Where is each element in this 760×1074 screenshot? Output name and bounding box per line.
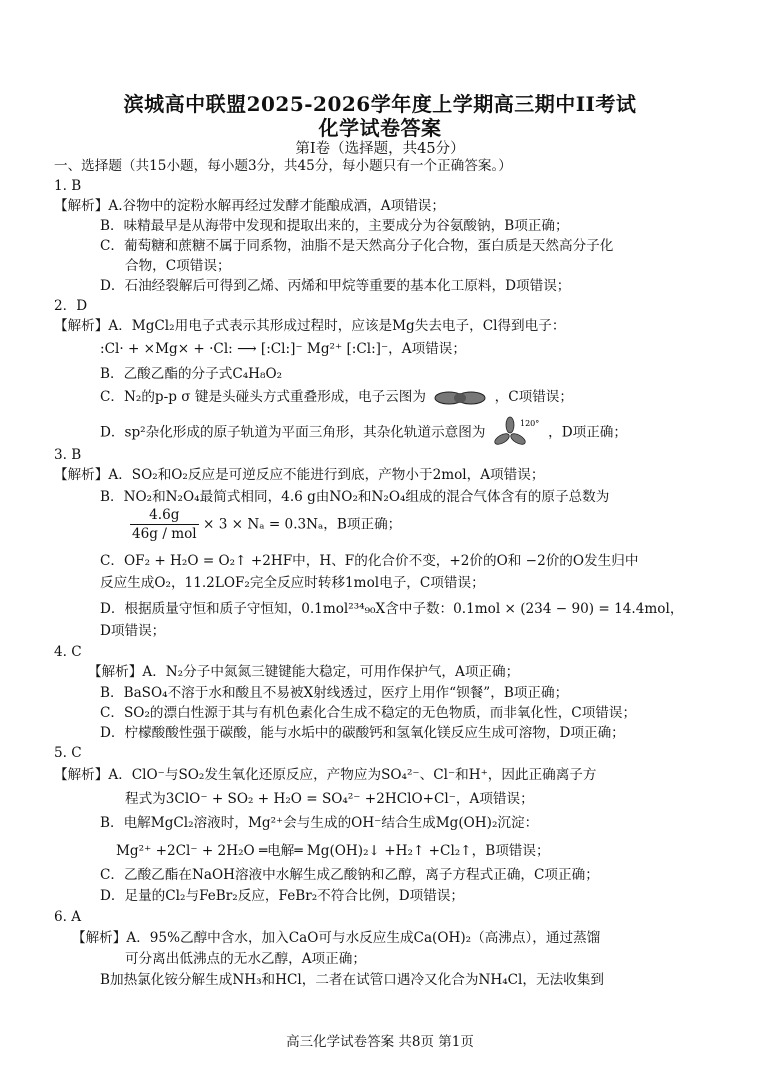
analysis-line (100, 416, 627, 450)
analysis-text: × 3 × Nₐ = 0.3Nₐ，B项正确； (202, 516, 402, 533)
page-footer: 高三化学试卷答案 共8页 第1页 (286, 1034, 474, 1050)
analysis-text: ，C项错误； (494, 389, 573, 405)
analysis-line: B．BaSO₄不溶于水和酸且不易被X射线透过，医疗上用作“钡餐”，B项正确； (100, 685, 569, 701)
analysis-line: 合物，C项错误； (125, 258, 231, 274)
analysis-line: D项错误； (100, 623, 166, 639)
fraction (130, 506, 199, 543)
fraction-denominator: 46g / mol (132, 526, 197, 542)
electron-formula-line: :Cl· + ×Mg× + ·Cl: ⟶ [:Cl:]⁻ Mg²⁺ [:Cl:]⁻，A项错误； (100, 341, 466, 357)
analysis-line: 【解析】A．ClO⁻与SO₂发生氧化还原反应，产物应为SO₄²⁻、Cl⁻和H⁺，因此正确离子方 (54, 767, 597, 783)
sp2-orbital-figure (492, 416, 542, 450)
angle-label: 120° (519, 419, 540, 428)
analysis-text: D．sp²杂化形成的原子轨道为平面三角形，其杂化轨道示意图为 (100, 424, 486, 441)
analysis-line: B．电解MgCl₂溶液时，Mg²⁺会与生成的OH⁻结合生成Mg(OH)₂沉淀： (100, 815, 539, 831)
analysis-line: C．葡萄糖和蔗糖不属于同系物，油脂不是天然高分子化合物，蛋白质是天然高分子化 (100, 238, 614, 254)
answer-1: 1. B (54, 178, 82, 194)
analysis-line: B．NO₂和N₂O₄最简式相同，4.6 g由NO₂和N₂O₄组成的混合气体含有的原子总数为 (100, 489, 610, 505)
analysis-line: B．味精最早是从海带中发现和提取出来的，主要成分为谷氨酸钠，B项正确； (100, 218, 569, 234)
analysis-text: C．N₂的p-p σ 键是头碰头方式重叠形成，电子云图为 (100, 389, 426, 405)
sigma-bond-cloud-figure (434, 390, 486, 406)
part-heading: 第Ⅰ卷（选择题，共45分） (295, 141, 465, 157)
section-heading: 一、选择题（共15小题，每小题3分，共45分，每小题只有一个正确答案。） (54, 158, 512, 174)
analysis-line: 【解析】A.谷物中的淀粉水解再经过发酵才能酿成酒，A项错误； (54, 198, 445, 214)
analysis-line: 【解析】A．N₂分子中氮氮三键键能大稳定，可用作保护气，A项正确； (88, 664, 520, 680)
analysis-line: C．OF₂ + H₂O = O₂↑ +2HF中，H、F的化合价不变，+2价的O和 −2价的O发生归中 (100, 553, 639, 569)
analysis-line: 程式为3ClO⁻ + SO₂ + H₂O = SO₄²⁻ +2HClO+Cl⁻，A项错误； (125, 791, 534, 807)
analysis-line: D．石油经裂解后可得到乙烯、丙烯和甲烷等重要的基本化工原料，D项错误； (100, 278, 571, 294)
analysis-line: C．乙酸乙酯在NaOH溶液中水解生成乙酸钠和乙醇，离子方程式正确，C项正确； (100, 867, 599, 883)
exam-subtitle: 化学试卷答案 (318, 116, 442, 140)
analysis-line: B．乙酸乙酯的分子式C₄H₈O₂ (100, 366, 283, 382)
equation-line: Mg²⁺ +2Cl⁻ + 2H₂O ═电解═ Mg(OH)₂↓ +H₂↑ +Cl₂↑，B项错误； (116, 843, 550, 859)
analysis-line: 【解析】A．MgCl₂用电子式表示其形成过程时，应该是Mg失去电子，Cl得到电子： (54, 318, 566, 334)
analysis-line: D．足量的Cl₂与FeBr₂反应，FeBr₂不符合比例，D项错误； (100, 888, 465, 904)
answer-4: 4. C (54, 644, 82, 660)
analysis-line: 可分离出低沸点的无水乙醇，A项正确； (125, 951, 366, 967)
answer-2: 2．D (54, 298, 88, 314)
answer-5: 5. C (54, 745, 82, 761)
analysis-line: 【解析】A．SO₂和O₂反应是可逆反应不能进行到底，产物小于2mol，A项错误； (54, 467, 545, 483)
analysis-line (100, 388, 573, 406)
answer-3: 3. B (54, 447, 82, 463)
analysis-line: B加热氯化铵分解生成NH₃和HCl，二者在试管口遇冷又化合为NH₄Cl，无法收集到 (100, 972, 604, 988)
analysis-line: 反应生成O₂，11.2LOF₂完全反应时转移1mol电子，C项错误； (100, 575, 485, 591)
analysis-line: C．SO₂的漂白性源于其与有机色素化合生成不稳定的无色物质，而非氧化性，C项错误； (100, 705, 637, 721)
fraction-line (130, 506, 401, 543)
analysis-line: D．根据质量守恒和质子守恒知，0.1mol²³⁴₉₀X含中子数：0.1mol × (234 − 90) = 14.4mol， (100, 601, 684, 617)
analysis-line: D．柠檬酸酸性强于碳酸，能与水垢中的碳酸钙和氢氧化镁反应生成可溶物，D项正确； (100, 725, 625, 741)
answer-6: 6. A (54, 909, 82, 925)
fraction-numerator: 4.6g (130, 506, 199, 525)
analysis-text: ，D项正确； (548, 424, 627, 441)
analysis-line: 【解析】A．95%乙醇中含水，加入CaO可与水反应生成Ca(OH)₂（高沸点），通过蒸馏 (72, 930, 601, 946)
exam-title: 滨城高中联盟2025-2026学年度上学期高三期中II考试 (123, 92, 637, 116)
